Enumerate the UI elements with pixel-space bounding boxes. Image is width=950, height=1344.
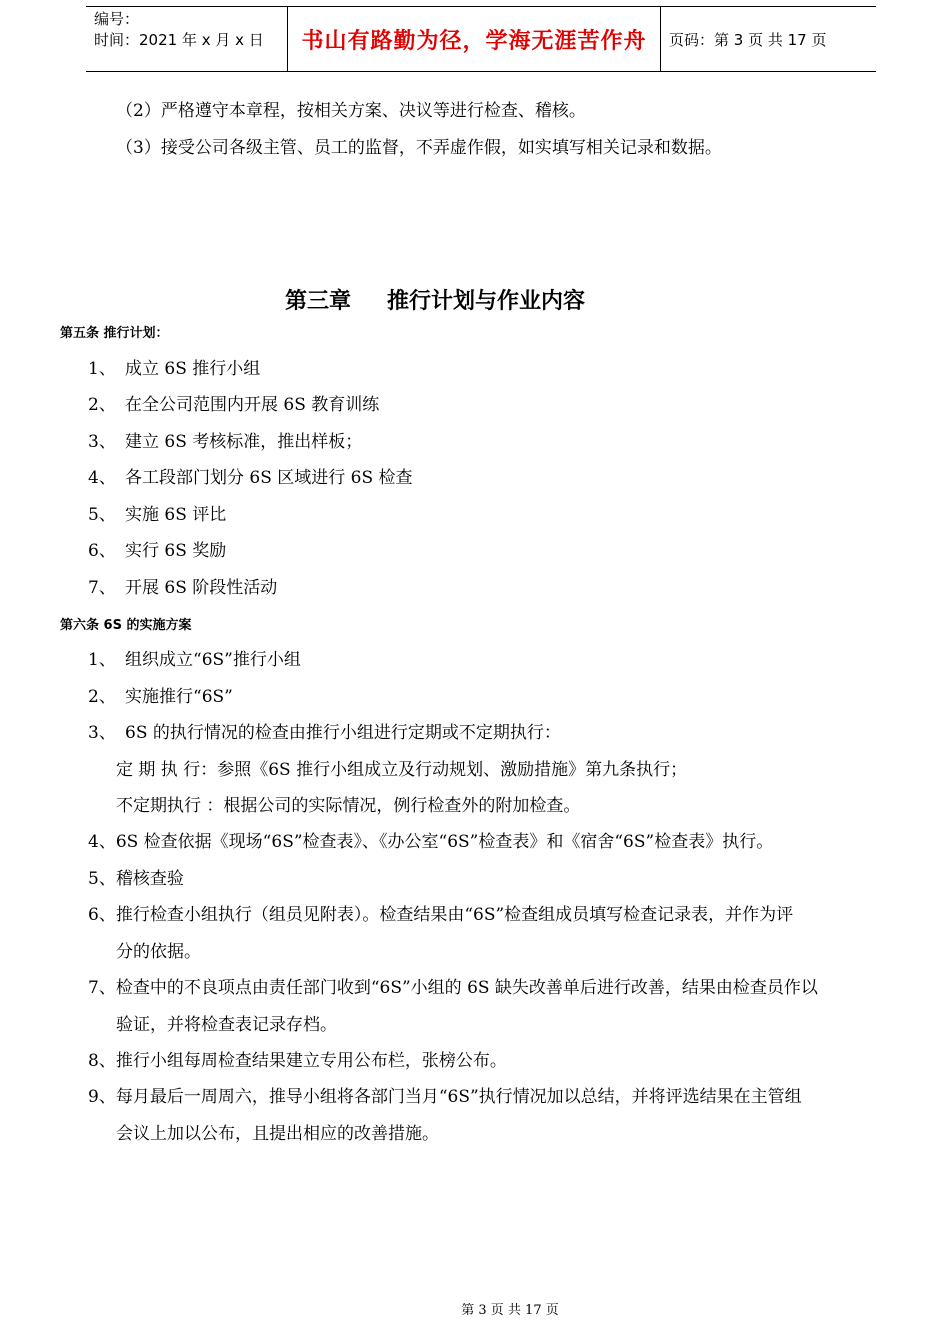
sub-item-irregular: 不定期执行 ：根据公司的实际情况，例行检查外的附加检查。 [116,796,581,816]
chapter-title: 推行计划与作业内容 [387,289,586,314]
page-header [86,6,876,72]
list-item: 5、稽核查验 [88,869,184,889]
list-item: 1、 组织成立“6S”推行小组 [88,650,301,670]
header-page-number: 页码：第 3 页 共 17 页 [669,30,827,49]
list-item: 7、检查中的不良项点由责任部门收到“6S”小组的 6S 缺失改善单后进行改善，结果由检查员作以 验证，并将检查表记录存档。 [88,978,818,1035]
list-item: 3、 6S 的执行情况的检查由推行小组进行定期或不定期执行： [88,723,561,743]
header-number: 编号： [94,10,140,28]
header-meta [86,7,288,71]
chapter-heading [0,284,870,315]
intro-line-3: （3）接受公司各级主管、员工的监督，不弄虚作假，如实填写相关记录和数据。 [116,138,722,158]
list-item: 3、 建立 6S 考核标准，推出样板； [88,432,363,452]
header-motto: 书山有路勤为径，学海无涯苦作舟 [288,7,661,71]
list-item: 6、推行检查小组执行（组员见附表）。检查结果由“6S”检查组成员填写检查记录表，并作为评 分的依据。 [88,905,794,962]
list-item: 2、 实施推行“6S” [88,687,233,707]
page-footer: 第 3 页 共 17 页 [461,1303,559,1318]
sub-item-regular: 定 期 执 行：参照《6S 推行小组成立及行动规划、激励措施》第九条执行； [116,760,688,780]
chapter-number: 第三章 [284,289,351,314]
list-item: 7、 开展 6S 阶段性活动 [88,578,278,598]
list-item: 8、推行小组每周检查结果建立专用公布栏，张榜公布。 [88,1051,507,1071]
list-item: 6、 实行 6S 奖励 [88,541,227,561]
list-item: 4、 各工段部门划分 6S 区域进行 6S 检查 [88,468,413,488]
header-time: 时间：2021 年 x 月 x 日 [94,31,264,49]
article-5-heading: 第五条 推行计划： [60,326,169,341]
article-6-heading: 第六条 6S 的实施方案 [60,618,192,633]
list-item: 9、每月最后一周周六，推导小组将各部门当月“6S”执行情况加以总结，并将评选结果在主管组 会议上加以公布，且提出相应的改善措施。 [88,1087,802,1144]
list-item: 4、6S 检查依据《现场“6S”检查表》、《办公室“6S”检查表》和《宿舍“6S”检查表》执行。 [88,832,774,852]
list-item: 5、 实施 6S 评比 [88,505,227,525]
list-item: 1、 成立 6S 推行小组 [88,359,261,379]
list-item: 2、 在全公司范围内开展 6S 教育训练 [88,395,380,415]
intro-line-2: （2）严格遵守本章程，按相关方案、决议等进行检查、稽核。 [116,101,586,121]
